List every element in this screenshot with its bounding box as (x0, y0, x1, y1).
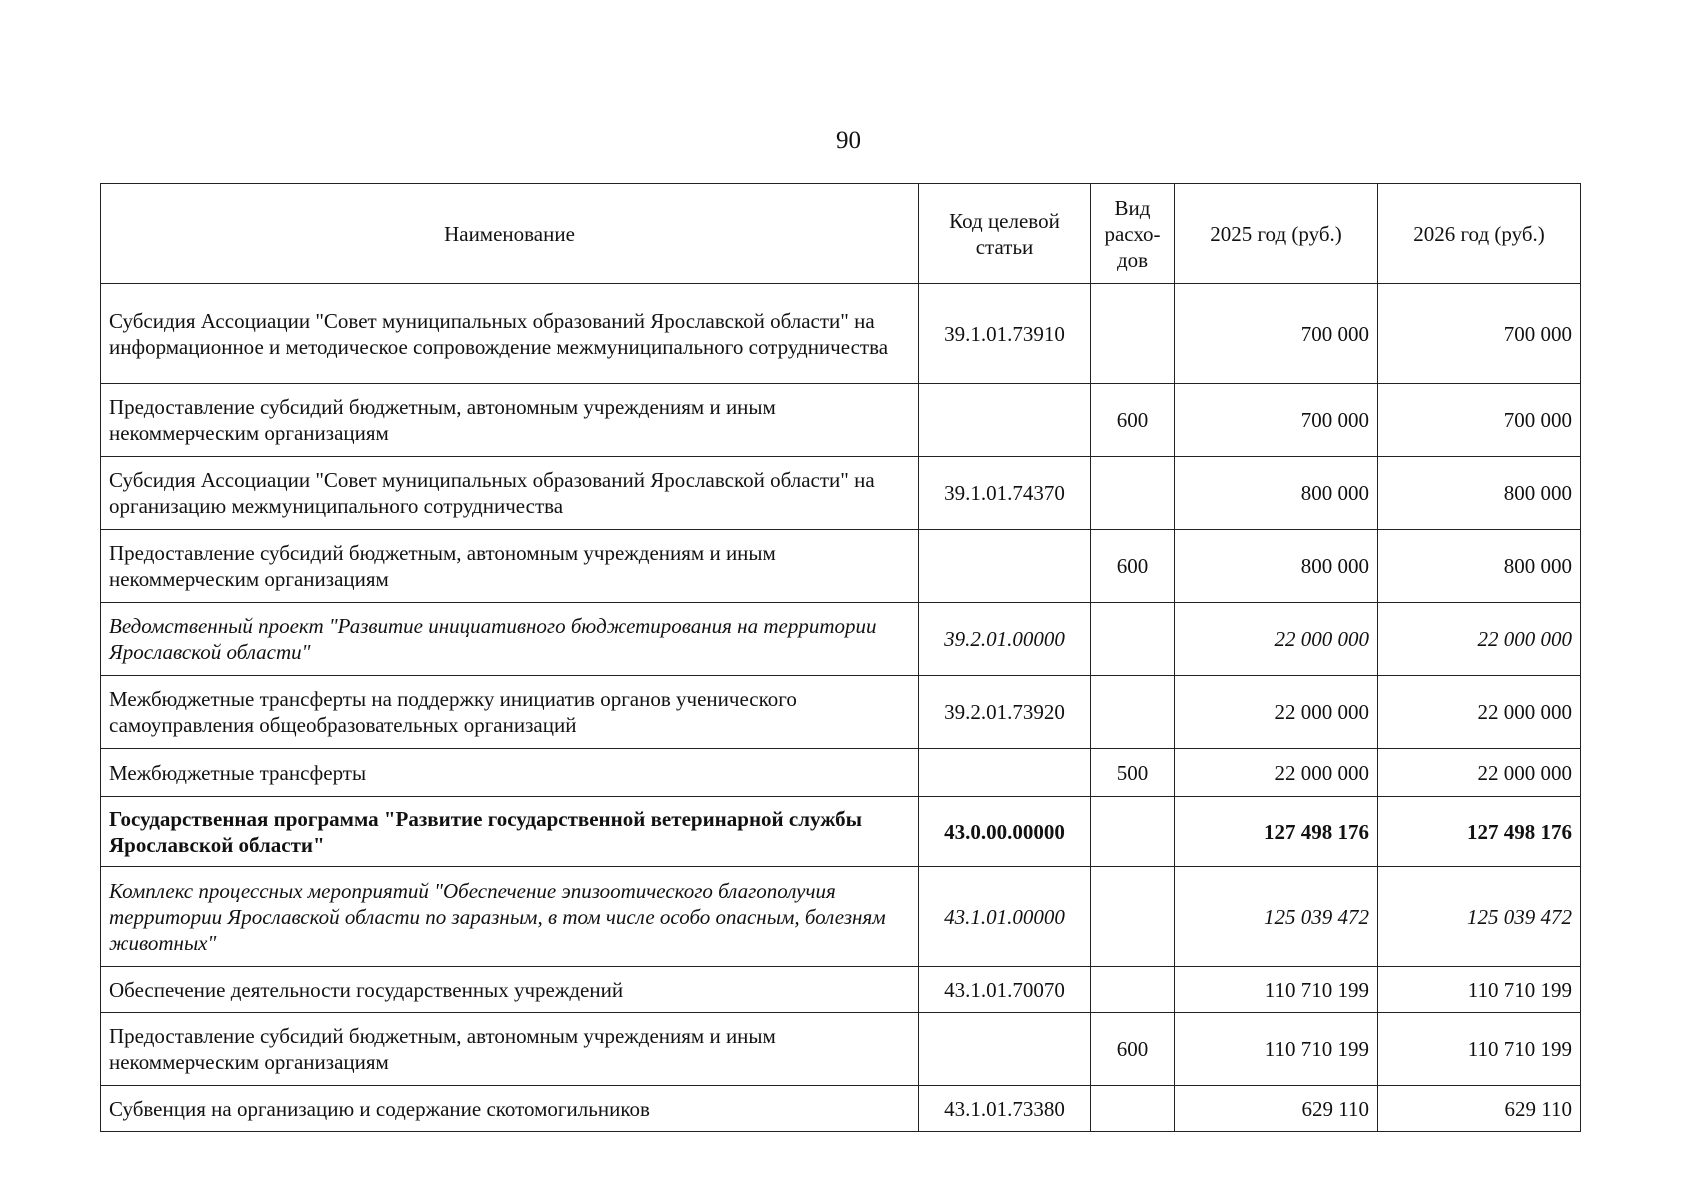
row-code (919, 384, 1091, 457)
row-name: Обеспечение деятельности государственных учреждений (101, 967, 919, 1013)
row-amount-2026: 700 000 (1378, 384, 1581, 457)
row-type (1091, 867, 1175, 967)
row-type: 600 (1091, 530, 1175, 603)
table-row (101, 967, 1581, 1013)
row-amount-2026: 800 000 (1378, 457, 1581, 530)
row-name: Субсидия Ассоциации "Совет муниципальных образований Ярославской области" на организацию межмуниципального сотрудничества (101, 457, 919, 530)
row-name: Государственная программа "Развитие государственной ветеринарной службы Ярославской области" (101, 797, 919, 867)
row-amount-2026: 22 000 000 (1378, 749, 1581, 797)
table-row (101, 284, 1581, 384)
table-row (101, 530, 1581, 603)
row-amount-2025: 125 039 472 (1175, 867, 1378, 967)
row-code: 43.0.00.00000 (919, 797, 1091, 867)
row-type (1091, 676, 1175, 749)
row-code (919, 749, 1091, 797)
row-code (919, 1013, 1091, 1086)
row-amount-2025: 110 710 199 (1175, 1013, 1378, 1086)
page-number: 90 (836, 127, 861, 154)
row-amount-2026: 125 039 472 (1378, 867, 1581, 967)
row-amount-2026: 22 000 000 (1378, 676, 1581, 749)
header-code: Код целевой статьи (919, 184, 1091, 284)
row-amount-2025: 110 710 199 (1175, 967, 1378, 1013)
row-amount-2025: 22 000 000 (1175, 676, 1378, 749)
row-name: Межбюджетные трансферты на поддержку инициатив органов ученического самоуправления общеобразовательных организаций (101, 676, 919, 749)
row-amount-2025: 700 000 (1175, 284, 1378, 384)
row-amount-2026: 110 710 199 (1378, 1013, 1581, 1086)
table-row (101, 676, 1581, 749)
row-code: 39.1.01.73910 (919, 284, 1091, 384)
row-code: 43.1.01.73380 (919, 1086, 1091, 1132)
row-code: 39.2.01.73920 (919, 676, 1091, 749)
row-amount-2026: 800 000 (1378, 530, 1581, 603)
row-type (1091, 603, 1175, 676)
row-amount-2025: 22 000 000 (1175, 603, 1378, 676)
row-name: Субсидия Ассоциации "Совет муниципальных образований Ярославской области" на информационное и методическое сопровождение межмуниципального сотрудничества (101, 284, 919, 384)
row-type: 500 (1091, 749, 1175, 797)
row-amount-2025: 127 498 176 (1175, 797, 1378, 867)
row-amount-2026: 22 000 000 (1378, 603, 1581, 676)
row-code: 39.2.01.00000 (919, 603, 1091, 676)
header-2025: 2025 год (руб.) (1175, 184, 1378, 284)
row-amount-2025: 22 000 000 (1175, 749, 1378, 797)
row-amount-2025: 800 000 (1175, 457, 1378, 530)
row-amount-2025: 629 110 (1175, 1086, 1378, 1132)
row-code: 43.1.01.00000 (919, 867, 1091, 967)
table-row (101, 749, 1581, 797)
row-name: Ведомственный проект "Развитие инициативного бюджетирования на территории Ярославской области" (101, 603, 919, 676)
table-row (101, 1086, 1581, 1132)
header-name: Наименование (101, 184, 919, 284)
row-code: 39.1.01.74370 (919, 457, 1091, 530)
row-amount-2026: 700 000 (1378, 284, 1581, 384)
header-2026: 2026 год (руб.) (1378, 184, 1581, 284)
table-row (101, 1013, 1581, 1086)
row-type: 600 (1091, 1013, 1175, 1086)
row-code: 43.1.01.70070 (919, 967, 1091, 1013)
row-type (1091, 1086, 1175, 1132)
table-row (101, 867, 1581, 967)
row-name: Предоставление субсидий бюджетным, автономным учреждениям и иным некоммерческим организациям (101, 384, 919, 457)
row-name: Комплекс процессных мероприятий "Обеспечение эпизоотического благополучия территории Ярославской области по заразным, в том числе особо опасным, болезням животных" (101, 867, 919, 967)
row-name: Субвенция на организацию и содержание скотомогильников (101, 1086, 919, 1132)
row-name: Предоставление субсидий бюджетным, автономным учреждениям и иным некоммерческим организациям (101, 1013, 919, 1086)
row-amount-2025: 700 000 (1175, 384, 1378, 457)
row-type (1091, 457, 1175, 530)
table-header-row (101, 184, 1581, 284)
table-row (101, 603, 1581, 676)
row-amount-2026: 110 710 199 (1378, 967, 1581, 1013)
row-type (1091, 797, 1175, 867)
row-amount-2026: 127 498 176 (1378, 797, 1581, 867)
row-type (1091, 967, 1175, 1013)
row-amount-2025: 800 000 (1175, 530, 1378, 603)
table-row (101, 384, 1581, 457)
row-name: Межбюджетные трансферты (101, 749, 919, 797)
budget-table (100, 183, 1581, 1132)
row-amount-2026: 629 110 (1378, 1086, 1581, 1132)
header-type: Вид расхо-дов (1091, 184, 1175, 284)
table-row (101, 797, 1581, 867)
row-name: Предоставление субсидий бюджетным, автономным учреждениям и иным некоммерческим организациям (101, 530, 919, 603)
row-type (1091, 284, 1175, 384)
row-code (919, 530, 1091, 603)
table-row (101, 457, 1581, 530)
row-type: 600 (1091, 384, 1175, 457)
